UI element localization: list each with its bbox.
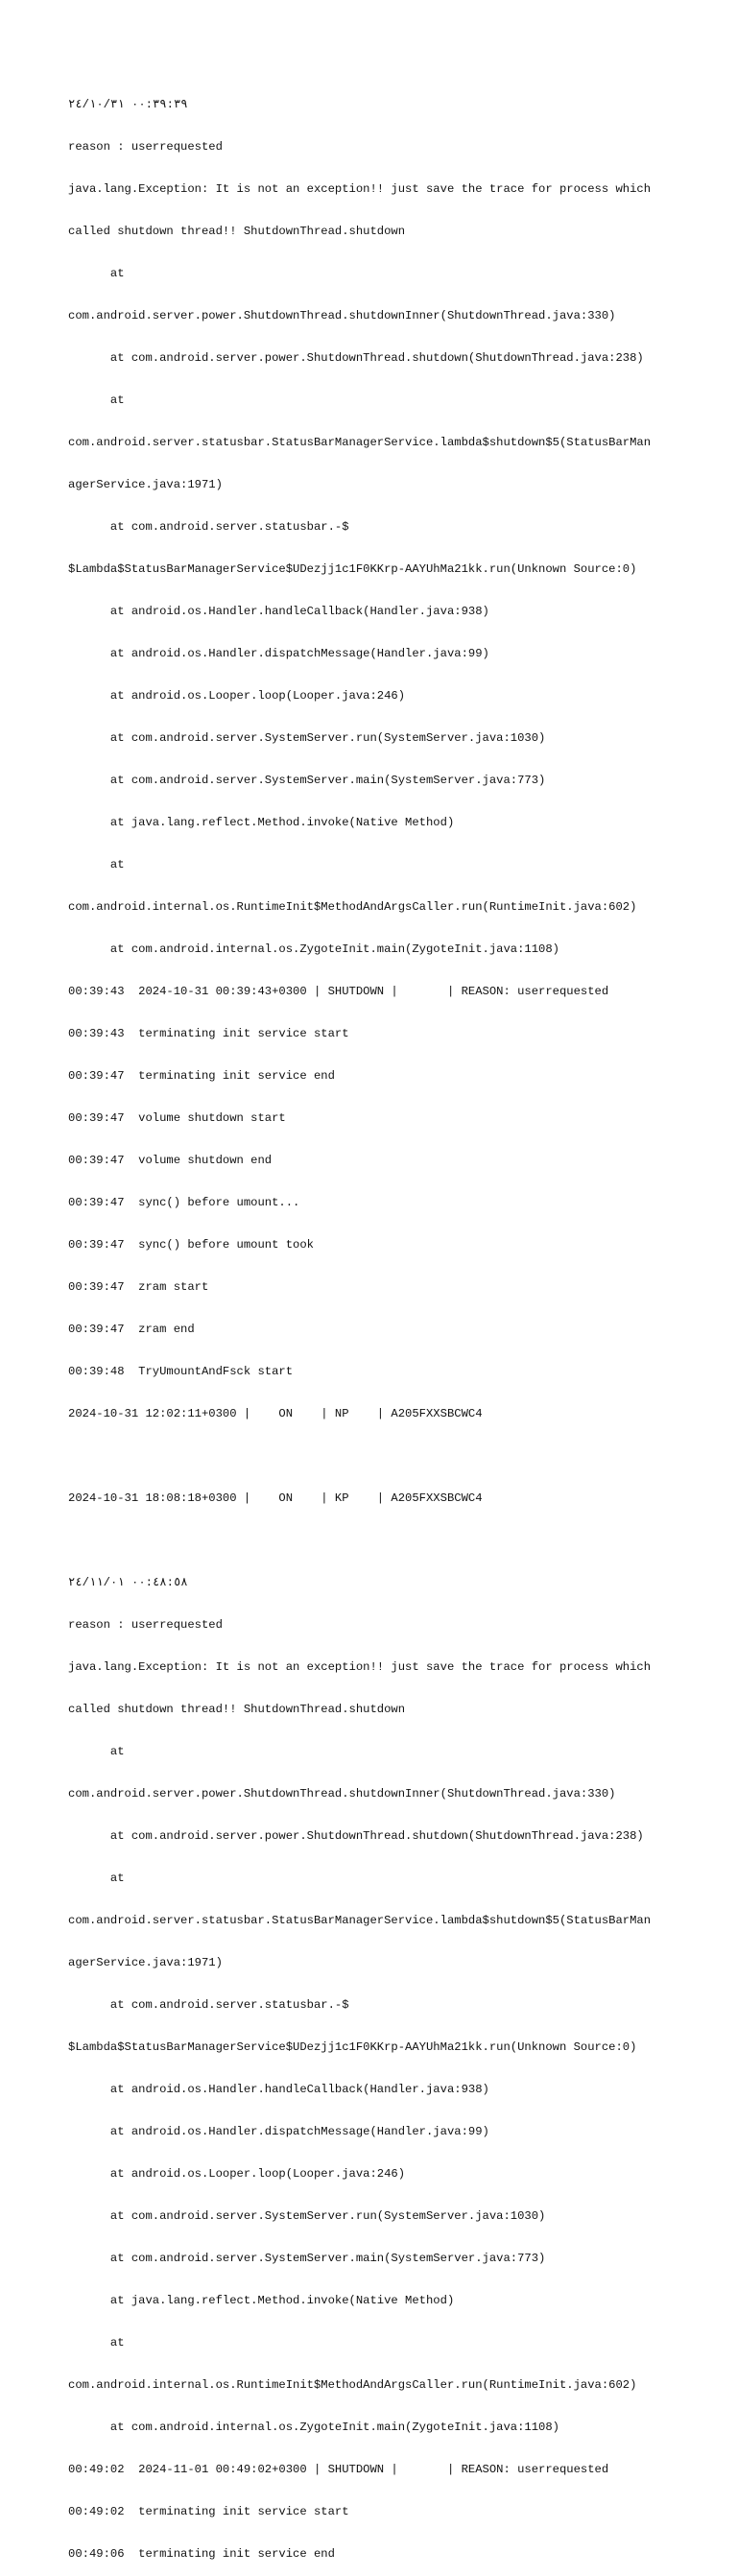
stack-trace-line: at com.android.server.SystemServer.main(SystemServer.java:773) xyxy=(68,2252,546,2266)
log-line: 00:39:47 volume shutdown end xyxy=(68,1154,273,1168)
log-line: 00:39:47 sync() before umount... xyxy=(68,1196,300,1210)
stack-trace-line: at com.android.server.SystemServer.run(SystemServer.java:1030) xyxy=(68,731,546,746)
log-line: java.lang.Exception: It is not an exception!! just save the trace for process which xyxy=(68,182,652,197)
stack-trace-line: com.android.internal.os.RuntimeInit$MethodAndArgsCaller.run(RuntimeInit.java:602) xyxy=(68,2378,637,2393)
stack-trace-line: at com.android.server.power.ShutdownThread.shutdown(ShutdownThread.java:238) xyxy=(68,1829,644,1844)
log-document xyxy=(68,70,701,2576)
stack-trace-line: at java.lang.reflect.Method.invoke(Native Method) xyxy=(68,816,455,830)
stack-trace-line: at com.android.internal.os.ZygoteInit.main(ZygoteInit.java:1108) xyxy=(68,942,559,957)
log-line: 00:49:02 2024-11-01 00:49:02+0300 | SHUTDOWN | | REASON: userrequested xyxy=(68,2463,609,2477)
stack-trace-line: at com.android.internal.os.ZygoteInit.main(ZygoteInit.java:1108) xyxy=(68,2421,559,2435)
stack-trace-line: com.android.server.statusbar.StatusBarManagerService.lambda$shutdown$5(StatusBarMan xyxy=(68,436,652,450)
stack-trace-line: at com.android.server.SystemServer.main(SystemServer.java:773) xyxy=(68,774,546,788)
log-line: 00:39:47 volume shutdown start xyxy=(68,1111,286,1126)
stack-trace-line: com.android.internal.os.RuntimeInit$MethodAndArgsCaller.run(RuntimeInit.java:602) xyxy=(68,900,637,915)
stack-trace-line: at com.android.server.power.ShutdownThread.shutdown(ShutdownThread.java:238) xyxy=(68,351,644,366)
stack-trace-line: at android.os.Handler.dispatchMessage(Handler.java:99) xyxy=(68,2125,489,2139)
log-line: called shutdown thread!! ShutdownThread.shutdown xyxy=(68,225,406,239)
stack-trace-line: at xyxy=(68,2336,125,2350)
stack-trace-line: at com.android.server.statusbar.-$ xyxy=(68,520,349,535)
log-line: 00:39:47 zram end xyxy=(68,1323,195,1337)
log-line: 00:39:47 sync() before umount took xyxy=(68,1238,314,1252)
stack-trace-line: at xyxy=(68,394,125,408)
log-line: reason : userrequested xyxy=(68,1618,223,1633)
log-line: called shutdown thread!! ShutdownThread.shutdown xyxy=(68,1703,406,1717)
stack-trace-line: $Lambda$StatusBarManagerService$UDezjj1c1F0KKrp-AAYUhMa21kk.run(Unknown Source:0) xyxy=(68,2040,637,2055)
log-line: 00:49:02 terminating init service start xyxy=(68,2505,349,2519)
log-line: 00:39:48 TryUmountAndFsck start xyxy=(68,1365,294,1379)
stack-trace-line: com.android.server.power.ShutdownThread.shutdownInner(ShutdownThread.java:330) xyxy=(68,309,616,323)
stack-trace-line: agerService.java:1971) xyxy=(68,1956,223,1970)
log-header-timestamp: ٠٠:٣٩:٣٩ ٢٤/١٠/٣١ xyxy=(68,98,188,112)
stack-trace-line: agerService.java:1971) xyxy=(68,478,223,492)
stack-trace-line: com.android.server.statusbar.StatusBarManagerService.lambda$shutdown$5(StatusBarMan xyxy=(68,1914,652,1928)
stack-trace-line: at android.os.Looper.loop(Looper.java:246) xyxy=(68,689,406,704)
stack-trace-line: at xyxy=(68,1872,125,1886)
log-line: 00:39:47 zram start xyxy=(68,1280,209,1295)
stack-trace-line: at android.os.Handler.dispatchMessage(Handler.java:99) xyxy=(68,647,489,661)
stack-trace-line: com.android.server.power.ShutdownThread.shutdownInner(ShutdownThread.java:330) xyxy=(68,1787,616,1801)
log-line: 00:39:43 2024-10-31 00:39:43+0300 | SHUTDOWN | | REASON: userrequested xyxy=(68,985,609,999)
stack-trace-line: at xyxy=(68,858,125,872)
log-line: 00:39:43 terminating init service start xyxy=(68,1027,349,1041)
stack-trace-line: at com.android.server.statusbar.-$ xyxy=(68,1998,349,2013)
stack-trace-line: at xyxy=(68,267,125,281)
log-line: reason : userrequested xyxy=(68,140,223,155)
stack-trace-line: $Lambda$StatusBarManagerService$UDezjj1c1F0KKrp-AAYUhMa21kk.run(Unknown Source:0) xyxy=(68,562,637,577)
blank-line xyxy=(68,1449,701,1464)
stack-trace-line: at android.os.Looper.loop(Looper.java:246) xyxy=(68,2167,406,2182)
stack-trace-line: at java.lang.reflect.Method.invoke(Native Method) xyxy=(68,2294,455,2308)
log-header-timestamp: ٠٠:٤٨:٥٨ ٢٤/١١/٠١ xyxy=(68,1576,188,1590)
log-line: java.lang.Exception: It is not an exception!! just save the trace for process which xyxy=(68,1660,652,1675)
stack-trace-line: at android.os.Handler.handleCallback(Handler.java:938) xyxy=(68,2083,489,2097)
log-line: 2024-10-31 18:08:18+0300 | ON | KP | A205FXXSBCWC4 xyxy=(68,1491,483,1506)
stack-trace-line: at xyxy=(68,1745,125,1759)
log-line: 00:39:47 terminating init service end xyxy=(68,1069,335,1084)
blank-line xyxy=(68,1534,701,1548)
stack-trace-line: at com.android.server.SystemServer.run(SystemServer.java:1030) xyxy=(68,2209,546,2224)
stack-trace-line: at android.os.Handler.handleCallback(Handler.java:938) xyxy=(68,605,489,619)
log-line: 2024-10-31 12:02:11+0300 | ON | NP | A205FXXSBCWC4 xyxy=(68,1407,483,1421)
log-line: 00:49:06 terminating init service end xyxy=(68,2547,335,2562)
